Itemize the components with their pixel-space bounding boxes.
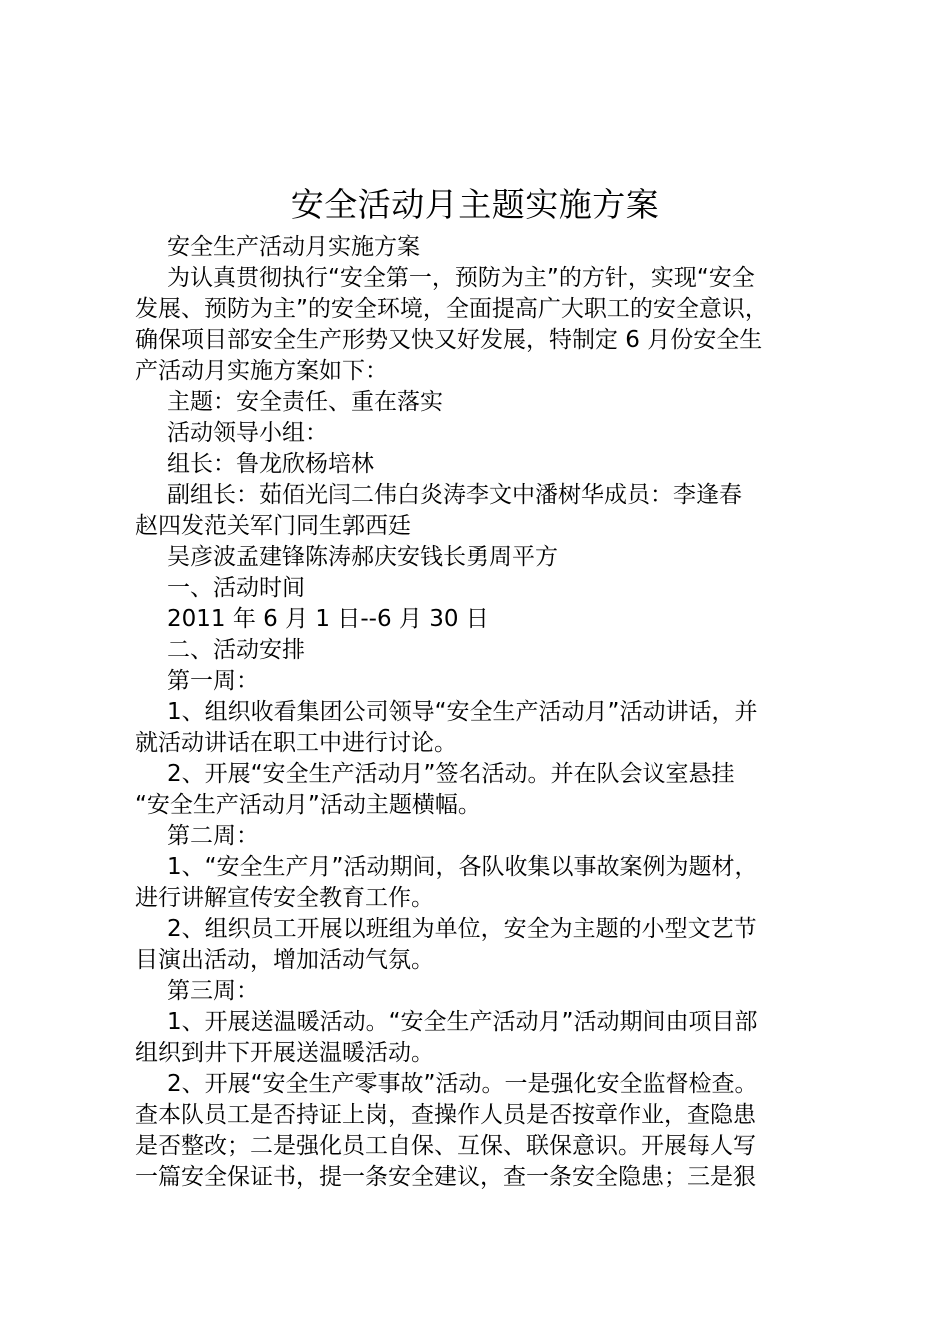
document-line: 吴彦波孟建锋陈涛郝庆安钱长勇周平方 — [167, 544, 558, 570]
document-line: 产活动月实施方案如下： — [135, 358, 388, 384]
document-line: 是否整改；二是强化员工自保、互保、联保意识。开展每人写 — [135, 1133, 756, 1159]
document-line: 副组长：茹佰光闫二伟白炎涛李文中潘树华成员：李逢春 — [167, 482, 742, 508]
document-line: 2、开展“安全生产零事故”活动。一是强化安全监督检查。 — [167, 1071, 758, 1097]
document-line: 组长：鲁龙欣杨培林 — [167, 451, 374, 477]
document-line: 发展、预防为主”的安全环境，全面提高广大职工的安全意识， — [135, 296, 768, 322]
document-title: 安全活动月主题实施方案 — [290, 185, 660, 224]
document-line: 目演出活动，增加活动气氛。 — [135, 947, 434, 973]
document-line: 2、组织员工开展以班组为单位，安全为主题的小型文艺节 — [167, 916, 757, 942]
document-line: 1、“安全生产月”活动期间，各队收集以事故案例为题材， — [167, 854, 758, 880]
document-line: 查本队员工是否持证上岗，查操作人员是否按章作业，查隐患 — [135, 1102, 756, 1128]
document-line: 确保项目部安全生产形势又快又好发展，特制定 6 月份安全生 — [135, 327, 763, 353]
document-body — [135, 232, 825, 1193]
document-line: 活动领导小组： — [167, 420, 328, 446]
document-line: 2、开展“安全生产活动月”签名活动。并在队会议室悬挂 — [167, 761, 735, 787]
document-line: 1、组织收看集团公司领导“安全生产活动月”活动讲话，并 — [167, 699, 758, 725]
document-line: 组织到井下开展送温暖活动。 — [135, 1040, 434, 1066]
document-line: 二、活动安排 — [167, 637, 305, 663]
document-line: 第三周： — [167, 978, 259, 1004]
document-line: 第二周： — [167, 823, 259, 849]
document-line: 2011 年 6 月 1 日--6 月 30 日 — [167, 606, 489, 632]
document-line: 就活动讲话在职工中进行讨论。 — [135, 730, 457, 756]
document-line: 赵四发范关军门同生郭西廷 — [135, 513, 411, 539]
document-line: 安全生产活动月实施方案 — [167, 234, 420, 260]
document-line: 一篇安全保证书，提一条安全建议，查一条安全隐患；三是狠 — [135, 1164, 756, 1190]
document-line: 第一周： — [167, 668, 259, 694]
document-line: “安全生产活动月”活动主题横幅。 — [135, 792, 481, 818]
document-line: 主题：安全责任、重在落实 — [167, 389, 443, 415]
document-line: 1、开展送温暖活动。“安全生产活动月”活动期间由项目部 — [167, 1009, 758, 1035]
document-line: 为认真贯彻执行“安全第一，预防为主”的方针，实现“安全 — [167, 265, 755, 291]
document-line: 进行讲解宣传安全教育工作。 — [135, 885, 434, 911]
document-line: 一、活动时间 — [167, 575, 305, 601]
